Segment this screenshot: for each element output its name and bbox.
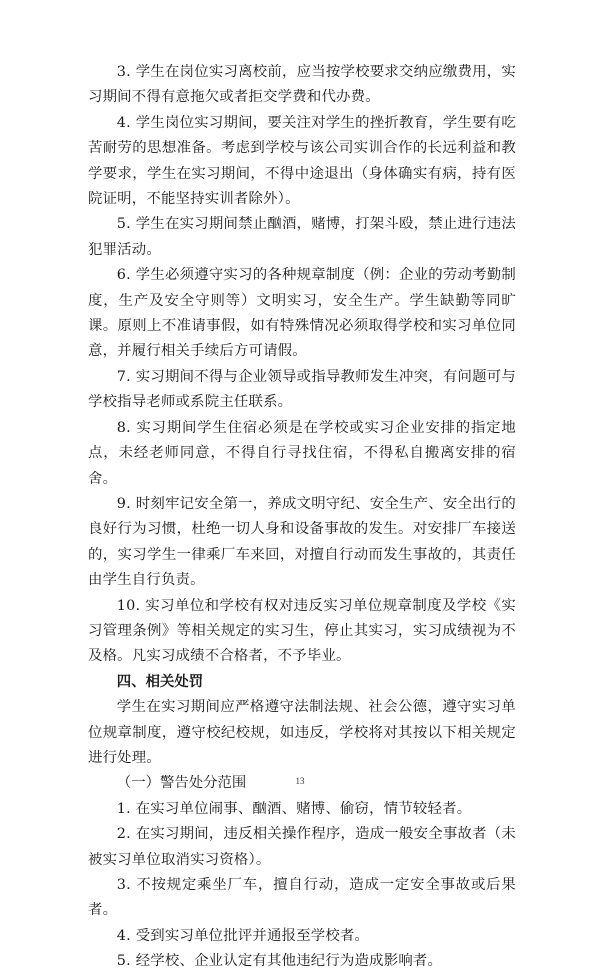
paragraph-item-5: 5. 学生在实习期间禁止酗酒，赌博，打架斗殴，禁止进行违法犯罪活动。 (88, 216, 516, 258)
paragraph-item-8: 8. 实习期间学生住宿必须是在学校或实习企业安排的指定地点，未经老师同意，不得自行寻找住宿，不得私自搬离安排的宿舍。 (88, 419, 516, 487)
paragraph-item-3: 3. 学生在岗位实习离校前，应当按学校要求交纳应缴费用，实习期间不得有意拖欠或者拒交学费和代办费。 (88, 64, 516, 106)
subsection-heading: （一）警告处分范围 (116, 775, 247, 792)
section-intro: 学生在实习期间应严格遵守法制法规、社会公德，遵守实习单位规章制度，遵守校纪校规，如违反，学校将对其按以下相关规定进行处理。 (88, 699, 516, 766)
penalty-item-5: 5. 经学校、企业认定有其他违纪行为造成影响者。 (116, 953, 443, 970)
document-body (88, 60, 516, 975)
paragraph-item-10: 10. 实习单位和学校有权对违反实习单位规章制度及学校《实习管理条例》等相关规定的实习生，停止其实习，实习成绩视为不及格。凡实习成绩不合格者，不予毕业。 (88, 597, 516, 665)
page-number: 13 (295, 776, 305, 786)
paragraph-item-7: 7. 实习期间不得与企业领导或指导教师发生冲突，有问题可与学校指导老师或系院主任联系。 (88, 368, 516, 411)
penalty-item-4: 4. 受到实习单位批评并通报至学校者。 (116, 927, 370, 944)
paragraph-item-9: 9. 时刻牢记安全第一，养成文明守纪、安全生产、安全出行的良好行为习惯，杜绝一切人身和设备事故的发生。对安排厂车接送的，实习学生一律乘厂车来回，对擅自行动而发生事故的，其责任由学生自行负责。 (88, 495, 516, 589)
paragraph-item-6: 6. 学生必须遵守实习的各种规章制度（例：企业的劳动考勤制度，生产及安全守则等）文明实习，安全生产。学生缺勤等同旷课。原则上不准请事假，如有特殊情况必须取得学校和实习单位同意，并履行相关手续后方可请假。 (88, 267, 516, 360)
penalty-item-2: 2. 在实习期间，违反相关操作程序，造成一般安全事故者（未被实习单位取消实习资格）。 (88, 826, 516, 868)
section-heading: 四、相关处罚 (116, 673, 204, 690)
paragraph-item-4: 4. 学生岗位实习期间，要关注对学生的挫折教育，学生要有吃苦耐劳的思想准备。考虑到学校与该公司实训合作的长远利益和教学要求，学生在实习期间，不得中途退出（身体确实有病，持有医院证明，不能坚持实训者除外）。 (88, 114, 516, 208)
penalty-item-1: 1. 在实习单位闹事、酗酒、赌博、偷窃，情节较轻者。 (116, 800, 472, 817)
penalty-item-3: 3. 不按规定乘坐厂车，擅自行动，造成一定安全事故或后果者。 (88, 877, 516, 919)
